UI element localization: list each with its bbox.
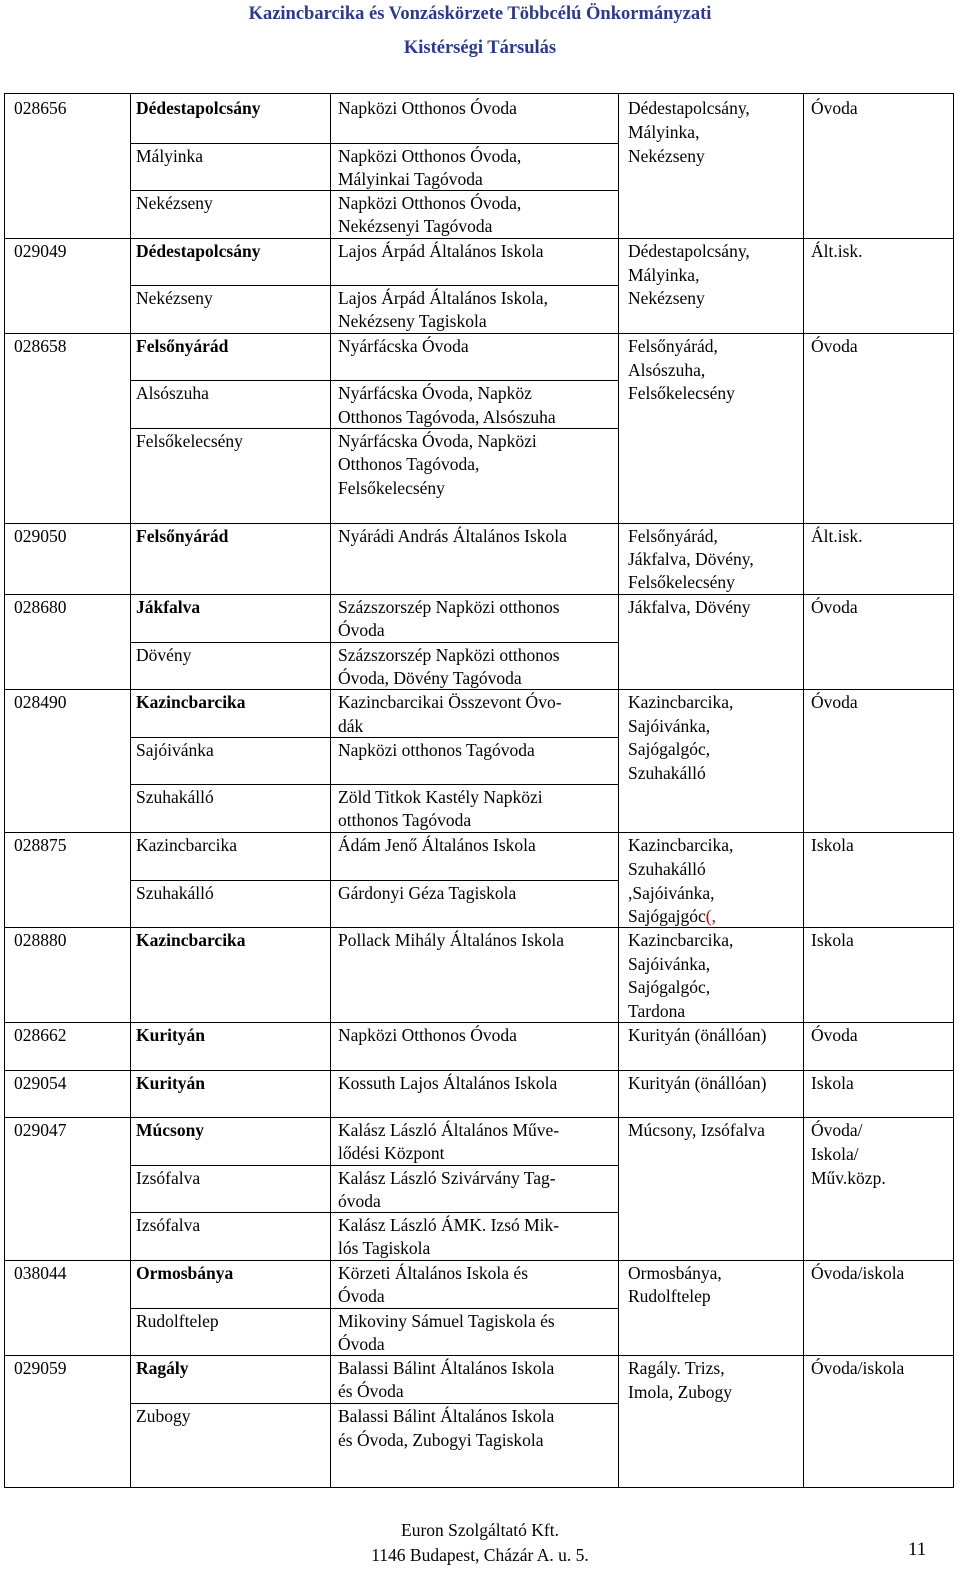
row-type: Óvoda (811, 597, 858, 617)
row-place: Zubogy (136, 1406, 191, 1426)
row-place: Szuhakálló (136, 883, 214, 903)
row-code: 028658 (14, 336, 67, 356)
row-institution: Nyárfácska Óvoda (338, 336, 469, 356)
row-code: 029059 (14, 1358, 67, 1378)
row-place: Dédestapolcsány (136, 98, 261, 118)
row-area: Sajóivánka, (628, 716, 711, 736)
row-area: Felsőkelecsény (628, 383, 735, 403)
row-institution: Kalász László ÁMK. Izsó Mik- (338, 1215, 560, 1235)
row-area: Kazincbarcika, (628, 930, 734, 950)
row-place: Nekézseny (136, 193, 213, 213)
row-institution: Mályinkai Tagóvoda (338, 169, 483, 189)
row-area: Nekézseny (628, 146, 705, 166)
row-code: 028490 (14, 692, 67, 712)
row-place: Ragály (136, 1358, 189, 1378)
row-institution: Felsőkelecsény (338, 478, 445, 498)
page-number: 11 (908, 1539, 927, 1560)
row-area: Dédestapolcsány, (628, 241, 750, 261)
row-institution: lós Tagiskola (338, 1238, 431, 1258)
row-area: Ormosbánya, (628, 1263, 722, 1283)
row-type: Iskola (811, 1073, 854, 1093)
row-institution: Napközi Otthonos Óvoda (338, 98, 517, 118)
row-place: Kazincbarcika (136, 692, 246, 712)
row-institution: Óvoda (338, 620, 385, 640)
row-place: Kazincbarcika (136, 835, 238, 855)
row-institution: Otthonos Tagóvoda, Alsószuha (338, 407, 556, 427)
row-institution: Lajos Árpád Általános Iskola (338, 241, 544, 261)
row-code: 028880 (14, 930, 67, 950)
row-area: Tardona (628, 1001, 686, 1021)
row-institution: Mikoviny Sámuel Tagiskola és (338, 1311, 555, 1331)
row-area: Sajóivánka, (628, 954, 711, 974)
row-institution: Százszorszép Napközi otthonos (338, 645, 560, 665)
row-area: Rudolftelep (628, 1286, 711, 1306)
row-code: 028656 (14, 98, 67, 118)
row-place: Szuhakálló (136, 787, 214, 807)
row-place: Nekézseny (136, 288, 213, 308)
row-type: Óvoda (811, 98, 858, 118)
area-text: Sajógajgóc (628, 906, 706, 926)
row-code: 029054 (14, 1073, 67, 1093)
row-area: Mályinka, (628, 122, 700, 142)
row-area: ,Sajóivánka, (628, 883, 715, 903)
row-institution: óvoda (338, 1191, 381, 1211)
row-type: Óvoda (811, 692, 858, 712)
row-type: Ált.isk. (811, 526, 863, 546)
row-institution: otthonos Tagóvoda (338, 810, 472, 830)
header-subtitle: Kistérségi Társulás (403, 38, 557, 58)
row-area: Nekézseny (628, 288, 705, 308)
row-place: Mályinka (136, 146, 204, 166)
row-institution: Kazincbarcikai Összevont Óvo- (338, 692, 562, 712)
row-institution: Napközi Otthonos Óvoda, (338, 193, 522, 213)
row-institution: Nyárfácska Óvoda, Napköz (338, 383, 532, 403)
row-place: Izsófalva (136, 1215, 201, 1235)
row-area: Kazincbarcika, (628, 835, 734, 855)
row-institution: Lajos Árpád Általános Iskola, (338, 288, 548, 308)
row-place: Ormosbánya (136, 1263, 234, 1283)
row-area: Felsőnyárád, (628, 336, 718, 356)
row-area: Szuhakálló (628, 859, 706, 879)
row-area: Kurityán (önállóan) (628, 1073, 767, 1093)
row-area: Dédestapolcsány, (628, 98, 750, 118)
row-area: Sajógalgóc, (628, 977, 711, 997)
row-institution: dák (338, 716, 364, 736)
row-type: Iskola (811, 930, 854, 950)
row-place: Kurityán (136, 1073, 206, 1093)
row-institution: Kossuth Lajos Általános Iskola (338, 1073, 558, 1093)
row-type: Műv.közp. (811, 1168, 886, 1188)
row-institution: Nekézseny Tagiskola (338, 311, 487, 331)
row-institution: Körzeti Általános Iskola és (338, 1263, 529, 1283)
footer-company: Euron Szolgáltató Kft. (401, 1520, 559, 1540)
row-place: Felsőnyárád (136, 336, 229, 356)
row-place: Felsőnyárád (136, 526, 229, 546)
row-type: Óvoda (811, 1025, 858, 1045)
row-area: Imola, Zubogy (628, 1382, 733, 1402)
row-area: Szuhakálló (628, 763, 706, 783)
row-institution: Zöld Titkok Kastély Napközi (338, 787, 543, 807)
row-place: Kazincbarcika (136, 930, 246, 950)
row-type: Óvoda/ (811, 1120, 863, 1140)
header-title: Kazincbarcika és Vonzáskörzete Többcélú Önkormányzati (248, 4, 712, 24)
row-area: Mályinka, (628, 265, 700, 285)
row-place: Felsőkelecsény (136, 431, 243, 451)
row-area: Sajógalgóc, (628, 739, 711, 759)
row-place: Kurityán (136, 1025, 206, 1045)
row-area: Múcsony, Izsófalva (628, 1120, 765, 1140)
row-institution: lődési Központ (338, 1143, 445, 1163)
row-code: 028680 (14, 597, 67, 617)
row-type: Ált.isk. (811, 241, 863, 261)
row-code: 028875 (14, 835, 67, 855)
row-code: 029047 (14, 1120, 67, 1140)
row-institution: Balassi Bálint Általános Iskola (338, 1358, 555, 1378)
row-institution: Nekézsenyi Tagóvoda (338, 216, 493, 236)
row-area: Ragály. Trizs, (628, 1358, 725, 1378)
row-code: 029049 (14, 241, 67, 261)
row-type: Iskola/ (811, 1144, 859, 1164)
row-place: Jákfalva (136, 597, 201, 617)
row-institution: Napközi otthonos Tagóvoda (338, 740, 535, 760)
row-institution: Napközi Otthonos Óvoda, (338, 146, 522, 166)
row-area: Jákfalva, Dövény, (628, 549, 754, 569)
row-area (628, 904, 716, 928)
row-institution: Balassi Bálint Általános Iskola (338, 1406, 555, 1426)
row-institution: és Óvoda (338, 1381, 404, 1401)
row-code: 038044 (14, 1263, 67, 1283)
row-area: Alsószuha, (628, 360, 706, 380)
row-code: 028662 (14, 1025, 67, 1045)
row-institution: Kalász László Szivárvány Tag- (338, 1168, 556, 1188)
row-institution: Százszorszép Napközi otthonos (338, 597, 560, 617)
row-institution: Kalász László Általános Műve- (338, 1120, 560, 1140)
row-place: Dédestapolcsány (136, 241, 261, 261)
row-institution: Nyárádi András Általános Iskola (338, 526, 567, 546)
row-area: Kurityán (önállóan) (628, 1025, 767, 1045)
row-code: 029050 (14, 526, 67, 546)
row-institution: Napközi Otthonos Óvoda (338, 1025, 517, 1045)
row-type: Óvoda/iskola (811, 1263, 905, 1283)
row-institution: Óvoda, Dövény Tagóvoda (338, 668, 522, 688)
row-institution: Óvoda (338, 1286, 385, 1306)
row-area: Jákfalva, Dövény (628, 597, 751, 617)
row-place: Sajóivánka (136, 740, 214, 760)
row-area: Kazincbarcika, (628, 692, 734, 712)
row-place: Izsófalva (136, 1168, 201, 1188)
row-institution: Nyárfácska Óvoda, Napközi (338, 431, 537, 451)
row-type: Iskola (811, 835, 854, 855)
row-area: Felsőnyárád, (628, 526, 718, 546)
row-place: Múcsony (136, 1120, 205, 1140)
row-institution: Pollack Mihály Általános Iskola (338, 930, 565, 950)
row-type: Óvoda (811, 336, 858, 356)
footer-address: 1146 Budapest, Cházár A. u. 5. (371, 1545, 589, 1565)
row-institution: Óvoda (338, 1334, 385, 1354)
row-place: Dövény (136, 645, 192, 665)
row-area: Felsőkelecsény (628, 572, 735, 592)
row-institution: Gárdonyi Géza Tagiskola (338, 883, 517, 903)
row-place: Alsószuha (136, 383, 209, 403)
row-institution: Otthonos Tagóvoda, (338, 454, 480, 474)
row-place: Rudolftelep (136, 1311, 219, 1331)
area-text-red: (, (705, 906, 716, 926)
row-institution: és Óvoda, Zubogyi Tagiskola (338, 1430, 544, 1450)
row-institution: Ádám Jenő Általános Iskola (338, 835, 536, 855)
row-type: Óvoda/iskola (811, 1358, 905, 1378)
